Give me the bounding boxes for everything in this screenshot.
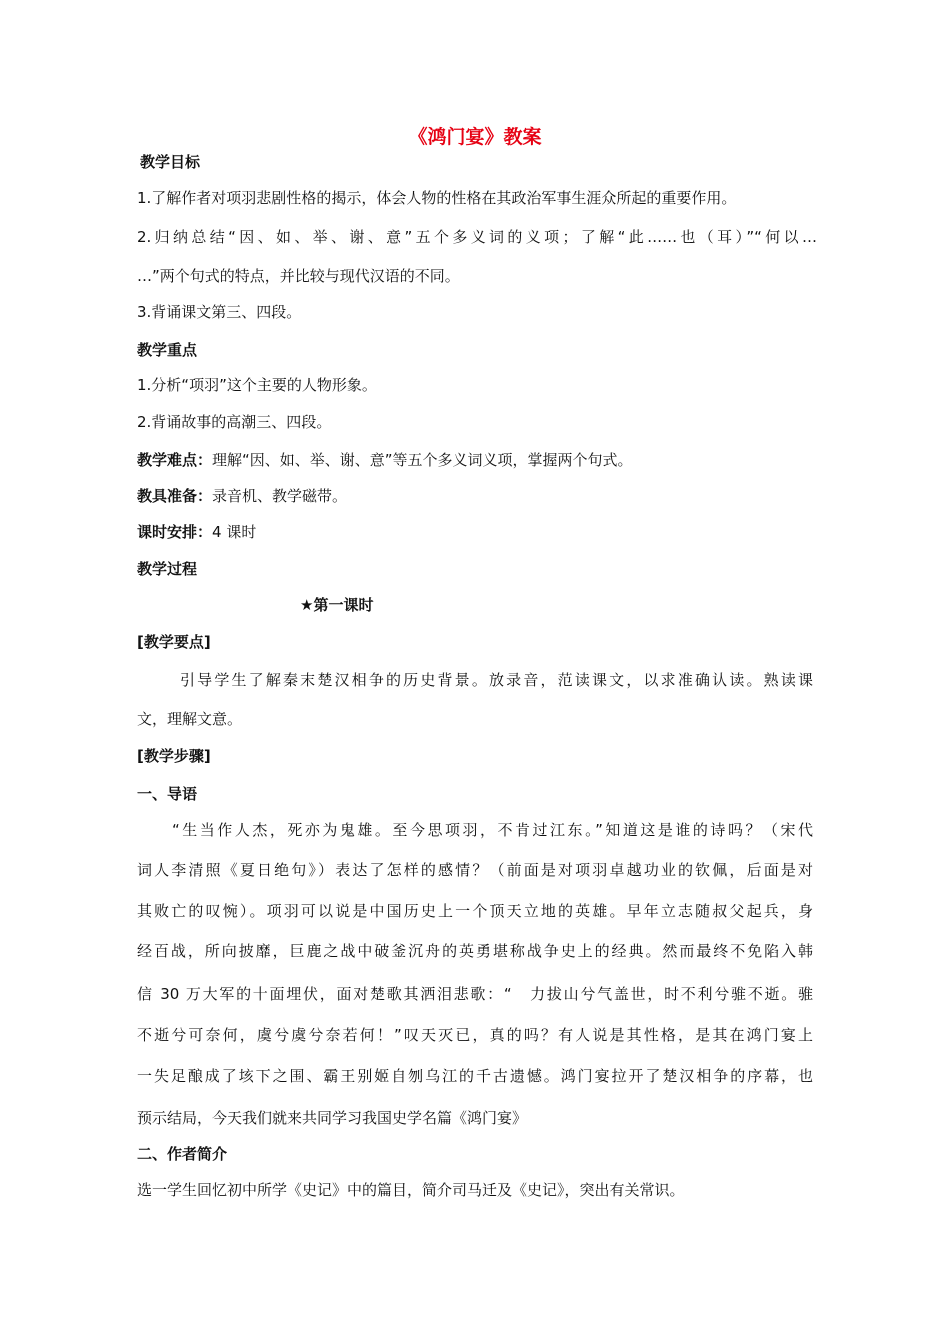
objective-item-2: 2.归纳总结“因、如、举、谢、意”五个多义词的义项；了解“此……也（耳）”“何以… xyxy=(137,228,817,246)
essentials-heading: [教学要点] xyxy=(137,633,211,651)
section-1-line-4: 经百战，所向披靡，巨鹿之战中破釜沉舟的英勇堪称战争史上的经典。然而最终不免陷入韩 xyxy=(137,942,813,960)
section-1-line-5: 信 30 万大军的十面埋伏，面对楚歌其洒泪悲歌：“ 力拔山兮气盖世，时不利兮骓不逝。骓 xyxy=(137,985,813,1003)
section-1-line-3: 其败亡的叹惋）。项羽可以说是中国历史上一个顶天立地的英雄。早年立志随叔父起兵，身 xyxy=(137,902,813,920)
schedule-text: 4 课时 xyxy=(212,523,257,541)
key-point-item-1: 1.分析“项羽”这个主要的人物形象。 xyxy=(137,376,377,394)
section-1-line-2: 词人李清照《夏日绝句》）表达了怎样的感情？（前面是对项羽卓越功业的钦佩，后面是对 xyxy=(137,861,813,879)
objective-item-2-cont: …”两个句式的特点，并比较与现代汉语的不同。 xyxy=(137,267,460,285)
schedule-label: 课时安排： xyxy=(137,523,213,541)
document-title: 《鸿门宴》教案 xyxy=(408,126,542,148)
section-1-heading: 一、导语 xyxy=(137,785,198,803)
key-points-heading: 教学重点 xyxy=(137,341,198,359)
section-2-line: 选一学生回忆初中所学《史记》中的篇目，简介司马迁及《史记》，突出有关常识。 xyxy=(137,1181,685,1199)
lesson-1-heading: ★第一课时 xyxy=(300,596,374,614)
difficulty-label: 教学难点： xyxy=(137,451,213,469)
key-point-item-2: 2.背诵故事的高潮三、四段。 xyxy=(137,413,332,431)
essentials-line-1: 引导学生了解秦末楚汉相争的历史背景。放录音，范读课文，以求准确认读。熟读课 xyxy=(180,671,813,689)
section-1-line-1: “生当作人杰，死亦为鬼雄。至今思项羽，不肯过江东。”知道这是谁的诗吗？（宋代 xyxy=(172,821,813,839)
difficulty-text: 理解“因、如、举、谢、意”等五个多义词义项，掌握两个句式。 xyxy=(212,451,633,469)
process-heading: 教学过程 xyxy=(137,560,198,578)
section-2-heading: 二、作者简介 xyxy=(137,1145,228,1163)
essentials-line-2: 文，理解文意。 xyxy=(137,710,243,728)
difficulty-line xyxy=(137,450,817,470)
equipment-label: 教具准备： xyxy=(137,487,213,505)
equipment-line xyxy=(137,486,817,506)
steps-heading: [教学步骤] xyxy=(137,747,211,765)
schedule-line xyxy=(137,522,817,542)
objective-item-3: 3.背诵课文第三、四段。 xyxy=(137,303,302,321)
objectives-heading: 教学目标 xyxy=(140,153,201,171)
objective-item-1: 1.了解作者对项羽悲剧性格的揭示，体会人物的性格在其政治军事生涯众所起的重要作用。 xyxy=(137,189,737,207)
section-1-line-6: 不逝兮可奈何，虞兮虞兮奈若何！”叹天灭已，真的吗？有人说是其性格，是其在鸿门宴上 xyxy=(137,1026,813,1044)
section-1-line-8: 预示结局，今天我们就来共同学习我国史学名篇《鸿门宴》 xyxy=(137,1109,528,1127)
section-1-line-7: 一失足酿成了垓下之围、霸王别姬自刎乌江的千古遗憾。鸿门宴拉开了楚汉相争的序幕，也 xyxy=(137,1067,813,1085)
equipment-text: 录音机、教学磁带。 xyxy=(212,487,348,505)
